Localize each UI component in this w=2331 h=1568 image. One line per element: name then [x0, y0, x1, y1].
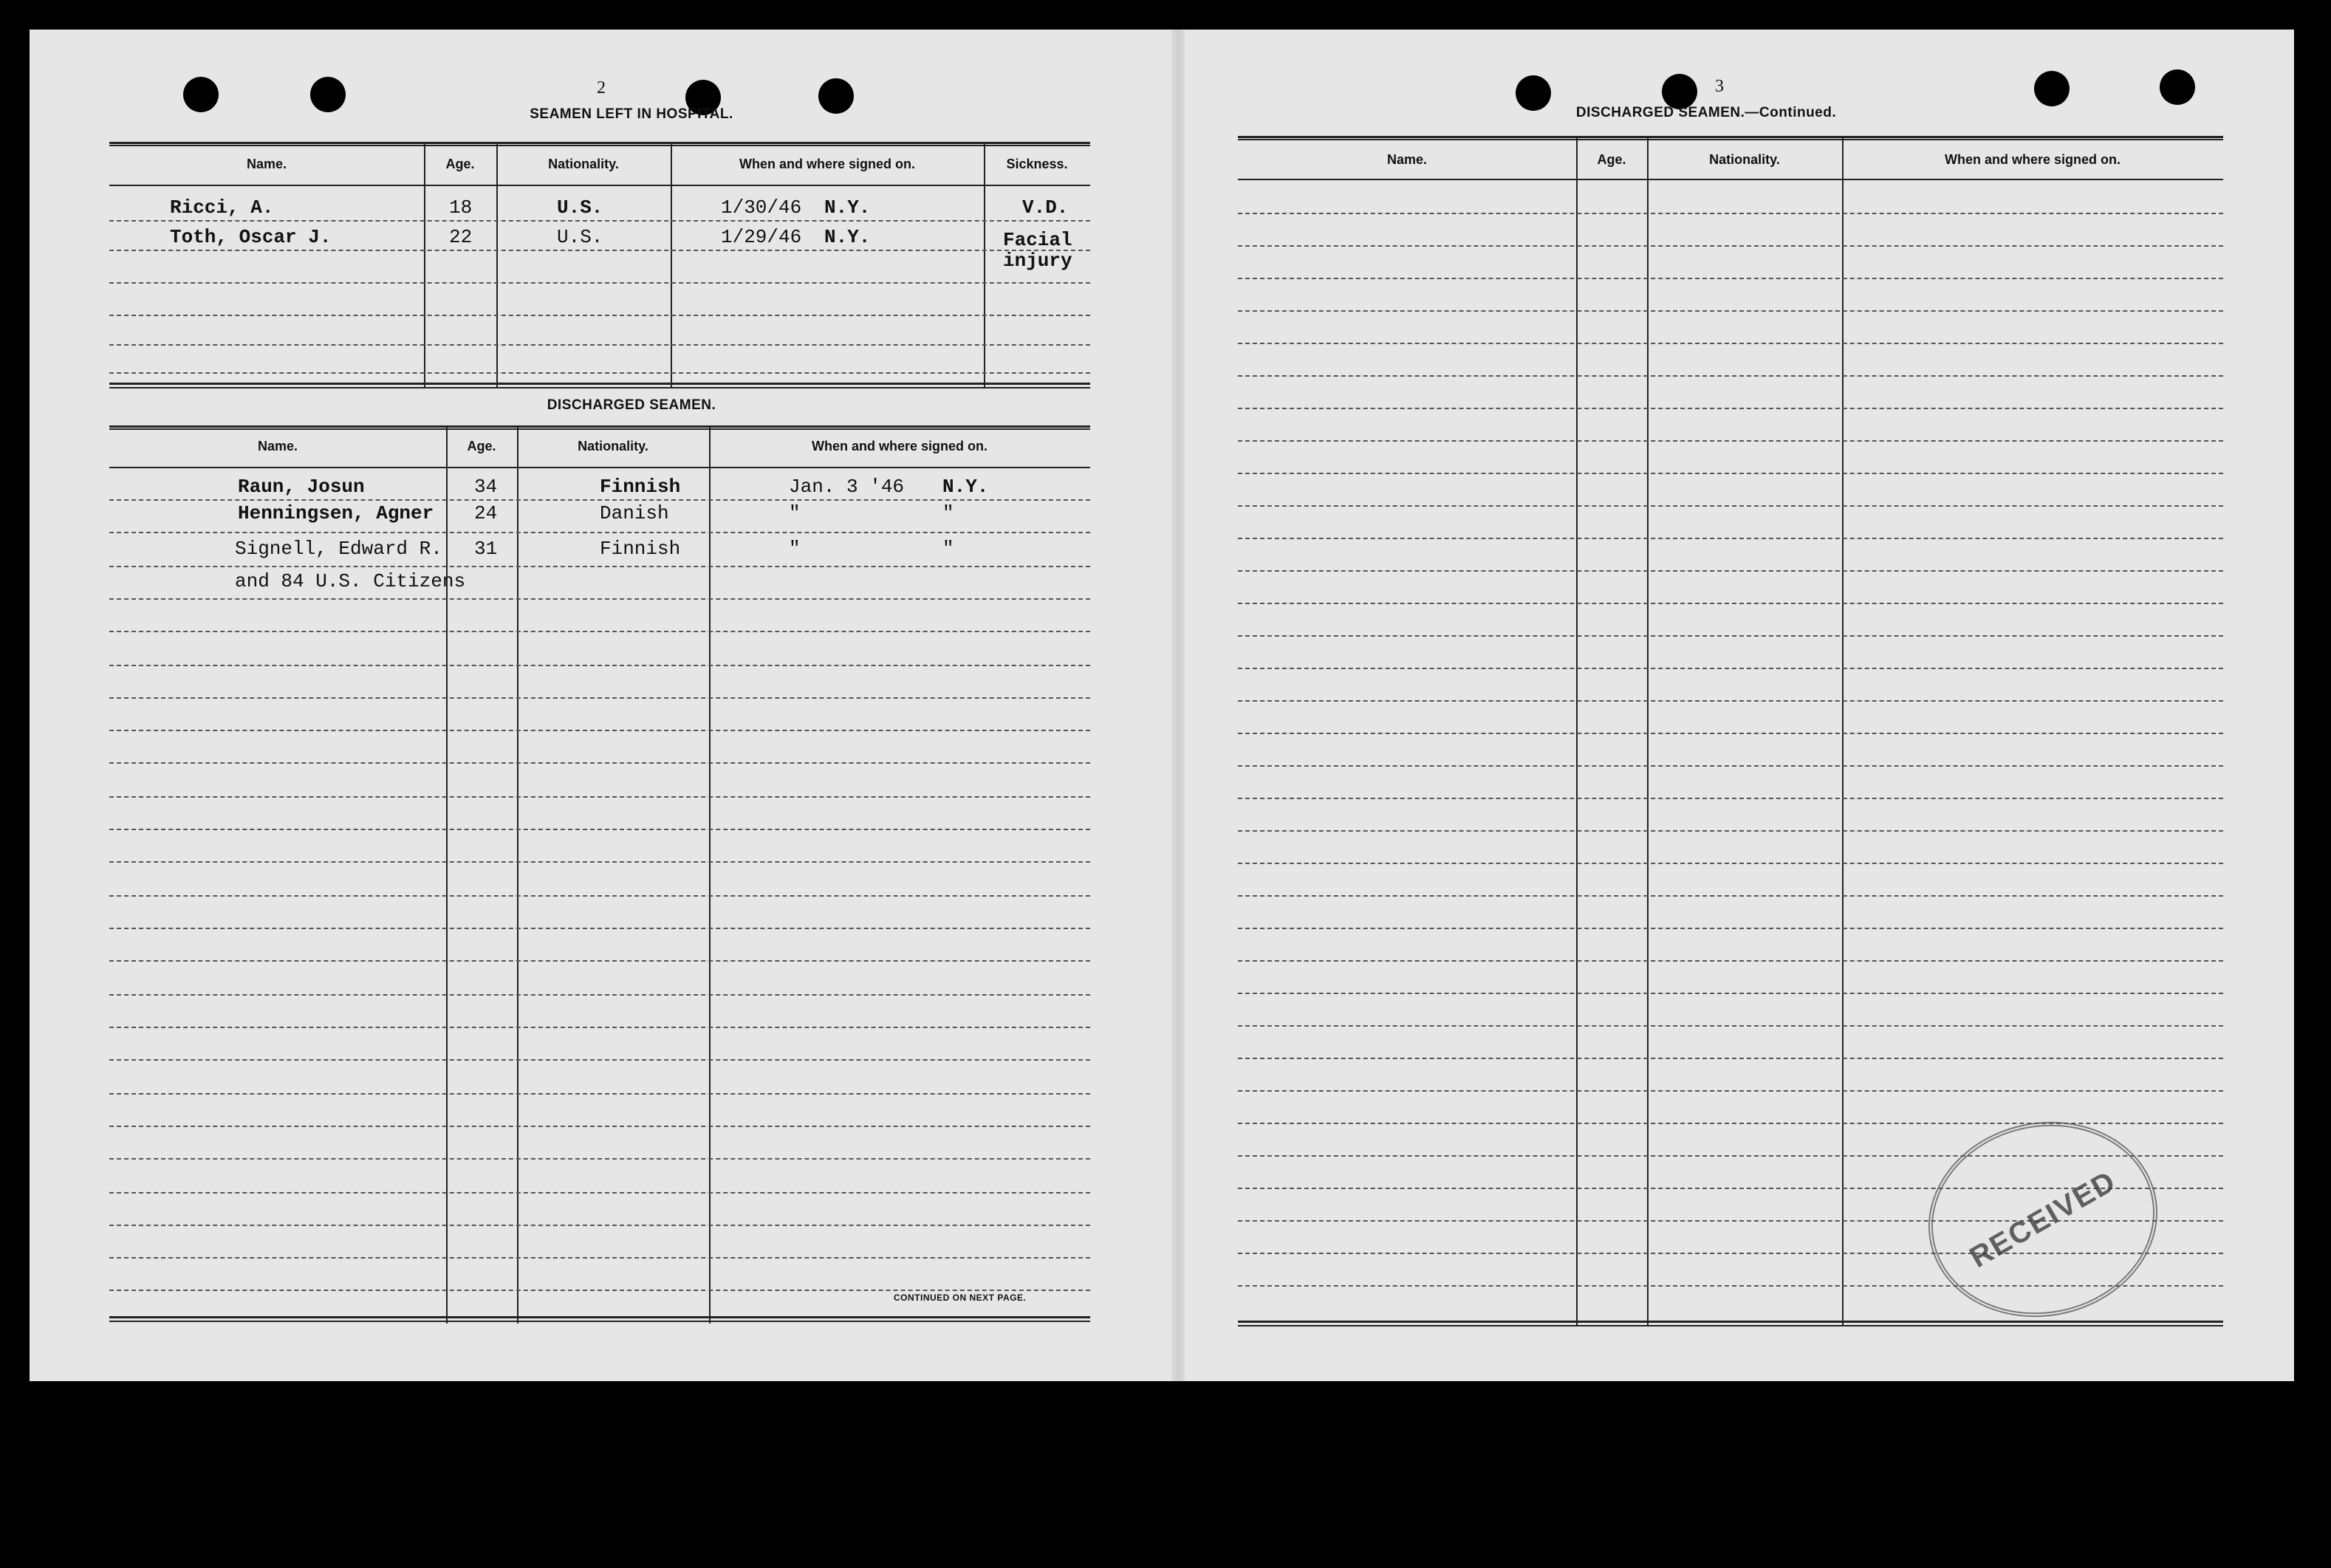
continued-header-age: Age.: [1597, 152, 1626, 167]
discharged-header-name: Name.: [257, 439, 298, 453]
hospital-row-1-age: 18: [449, 196, 473, 219]
hospital-row-2-name: Toth, Oscar J.: [170, 226, 332, 248]
hospital-row-2-age: 22: [449, 226, 473, 248]
hospital-row-1-nationality: U.S.: [557, 196, 603, 219]
page-fold: [1171, 30, 1185, 1381]
hospital-row-1-place: N.Y.: [824, 196, 871, 219]
discharged-row-2-age: 24: [474, 502, 498, 524]
hospital-row-1-date: 1/30/46: [721, 196, 802, 219]
hospital-header-nationality: Nationality.: [548, 157, 619, 171]
punch-hole: [183, 77, 219, 112]
stamp-text: RECEIVED: [1964, 1164, 2122, 1274]
hospital-section-title: SEAMEN LEFT IN HOSPITAL.: [530, 106, 733, 122]
discharged-row-3-date: ": [789, 538, 801, 560]
document-sheet: [30, 30, 2294, 1381]
continued-header-signed-on: When and where signed on.: [1944, 152, 2121, 167]
hospital-row-1-sickness: V.D.: [1022, 196, 1069, 219]
discharged-row-3-place: ": [942, 538, 954, 560]
discharged-table: [109, 425, 1090, 1324]
continued-note: CONTINUED ON NEXT PAGE.: [894, 1293, 1027, 1303]
hospital-row-2-place: N.Y.: [824, 226, 871, 248]
continued-header-name: Name.: [1386, 152, 1428, 167]
discharged-row-2-date: ": [789, 502, 801, 524]
page-number-right: 3: [1715, 77, 1724, 96]
discharged-row-2-nationality: Danish: [600, 502, 669, 524]
hospital-header-signed-on: When and where signed on.: [739, 157, 916, 171]
discharged-row-2-name: Henningsen, Agner: [238, 502, 434, 524]
discharged-row-3-nationality: Finnish: [600, 538, 681, 560]
hospital-header-sickness: Sickness.: [1006, 157, 1068, 171]
punch-hole: [310, 77, 346, 112]
hospital-row-2-nationality: U.S.: [557, 226, 603, 248]
discharged-header-signed-on: When and where signed on.: [811, 439, 988, 453]
page-number-left: 2: [597, 78, 606, 97]
hospital-header-age: Age.: [445, 157, 475, 171]
hospital-header-name: Name.: [246, 157, 287, 171]
discharged-row-1-place: N.Y.: [942, 476, 989, 498]
hospital-table: [109, 142, 1090, 387]
discharged-row-4-name: and 84 U.S. Citizens: [235, 570, 466, 592]
discharged-continued-title: DISCHARGED SEAMEN.—Continued.: [1575, 105, 1837, 120]
discharged-row-2-place: ": [942, 502, 954, 524]
discharged-header-nationality: Nationality.: [578, 439, 648, 453]
discharged-row-1-date: Jan. 3 '46: [789, 476, 905, 498]
punch-hole: [1662, 74, 1697, 109]
punch-hole: [2034, 71, 2070, 106]
hospital-row-2-sickness: Facial: [1003, 229, 1072, 251]
discharged-row-1-nationality: Finnish: [600, 476, 681, 498]
discharged-header-age: Age.: [467, 439, 496, 453]
discharged-row-3-age: 31: [474, 538, 498, 560]
discharged-row-3-name: Signell, Edward R.: [235, 538, 442, 560]
discharged-section-title: DISCHARGED SEAMEN.: [547, 397, 716, 413]
discharged-row-1-name: Raun, Josun: [238, 476, 365, 498]
punch-hole: [2160, 69, 2195, 105]
hospital-row-1-name: Ricci, A.: [170, 196, 274, 219]
discharged-row-1-age: 34: [474, 476, 498, 498]
hospital-row-2-sickness-continued: injury: [1003, 250, 1072, 272]
hospital-row-2-date: 1/29/46: [721, 226, 802, 248]
continued-header-nationality: Nationality.: [1709, 152, 1780, 167]
